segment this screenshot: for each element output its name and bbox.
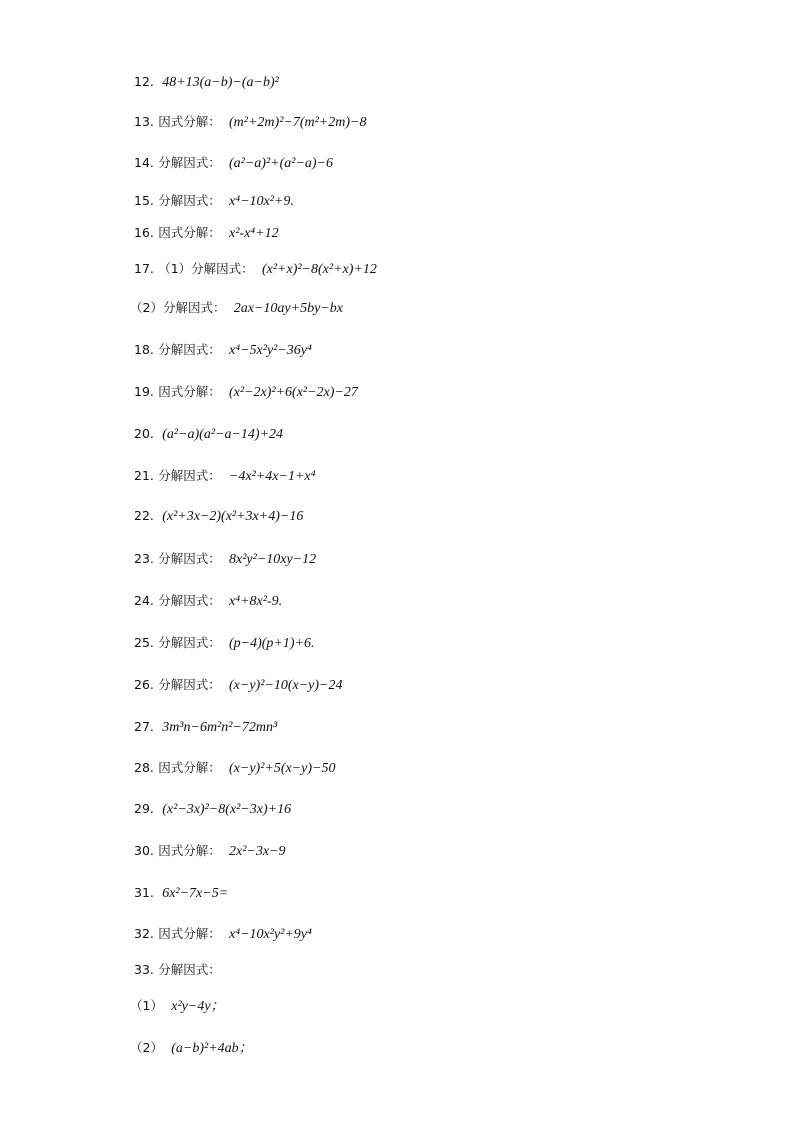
problem-instruction: 因式分解： xyxy=(158,760,221,775)
problem-expression: (a²−a)²+(a²−a)−6 xyxy=(229,156,334,171)
problem-number: 30. xyxy=(134,843,154,858)
problem-32 xyxy=(134,924,312,945)
problem-expression: −4x²+4x−1+x⁴ xyxy=(229,469,316,484)
problem-33-2 xyxy=(130,1038,253,1059)
problem-26 xyxy=(134,675,343,696)
problem-expression: x²y−4y； xyxy=(171,999,225,1014)
problem-number: 26. xyxy=(134,677,154,692)
problem-number: 19. xyxy=(134,384,154,399)
problem-instruction: 分解因式： xyxy=(158,635,221,650)
problem-expression: (a−b)²+4ab； xyxy=(171,1041,253,1056)
problem-14 xyxy=(134,153,333,174)
problem-number: 33. xyxy=(134,962,154,977)
problem-18 xyxy=(134,340,312,361)
problem-12 xyxy=(134,72,279,93)
problem-instruction: （1） xyxy=(130,998,163,1013)
problem-28 xyxy=(134,758,336,779)
problem-expression: (x²+x)²−8(x²+x)+12 xyxy=(261,262,377,277)
problem-23 xyxy=(134,549,316,570)
problem-expression: (a²−a)(a²−a−14)+24 xyxy=(162,427,284,442)
problem-number: 13. xyxy=(134,114,154,129)
problem-instruction: 分解因式： xyxy=(158,593,221,608)
problem-number: 12. xyxy=(134,74,154,89)
problem-expression: (m²+2m)²−7(m²+2m)−8 xyxy=(229,115,367,130)
problem-expression: 2ax−10ay+5by−bx xyxy=(233,301,343,316)
problem-instruction: 分解因式： xyxy=(158,193,221,208)
problem-expression: (x²−2x)²+6(x²−2x)−27 xyxy=(229,385,358,400)
problem-number: 27. xyxy=(134,719,154,734)
problem-instruction: （2） xyxy=(130,1040,163,1055)
problem-16 xyxy=(134,223,279,244)
problem-expression: x²-x⁴+12 xyxy=(229,226,279,241)
problem-expression: (x²−3x)²−8(x²−3x)+16 xyxy=(162,802,292,817)
problem-number: 14. xyxy=(134,155,154,170)
problem-expression: (p−4)(p+1)+6. xyxy=(229,636,315,651)
problem-22 xyxy=(134,506,303,527)
problem-number: 25. xyxy=(134,635,154,650)
problem-13 xyxy=(134,112,366,133)
problem-instruction: 分解因式： xyxy=(158,342,221,357)
problem-17-1 xyxy=(134,259,377,280)
problem-instruction: （2）分解因式： xyxy=(130,300,226,315)
problem-expression: x⁴−10x²+9. xyxy=(229,194,294,209)
problem-number: 23. xyxy=(134,551,154,566)
problem-number: 28. xyxy=(134,760,154,775)
problem-33-1 xyxy=(130,996,225,1017)
problem-number: 20. xyxy=(134,426,154,441)
problem-instruction: 分解因式： xyxy=(158,677,221,692)
problem-instruction: 分解因式： xyxy=(158,468,221,483)
problem-expression: 8x²y²−10xy−12 xyxy=(229,552,317,567)
problem-29 xyxy=(134,799,291,820)
problem-30 xyxy=(134,841,286,862)
problem-21 xyxy=(134,466,316,487)
problem-number: 31. xyxy=(134,885,154,900)
problem-expression: 3m³n−6m²n²−72mn³ xyxy=(162,720,278,735)
problem-24 xyxy=(134,591,282,612)
problem-instruction: 因式分解： xyxy=(158,843,221,858)
problem-number: 18. xyxy=(134,342,154,357)
problem-instruction: （1）分解因式： xyxy=(158,261,254,276)
problem-expression: x⁴+8x²-9. xyxy=(229,594,283,609)
problem-expression: (x²+3x−2)(x²+3x+4)−16 xyxy=(162,509,304,524)
problem-instruction: 因式分解： xyxy=(158,384,221,399)
problem-number: 32. xyxy=(134,926,154,941)
problem-expression: 6x²−7x−5= xyxy=(162,886,229,901)
problem-expression: (x−y)²−10(x−y)−24 xyxy=(229,678,343,693)
problem-expression: 48+13(a−b)−(a−b)² xyxy=(162,75,279,90)
problem-instruction: 分解因式： xyxy=(158,551,221,566)
problem-number: 22. xyxy=(134,508,154,523)
problem-instruction: 分解因式： xyxy=(158,962,221,977)
problem-17-2 xyxy=(130,298,343,319)
problem-number: 16. xyxy=(134,225,154,240)
problem-number: 24. xyxy=(134,593,154,608)
problem-expression: x⁴−10x²y²+9y⁴ xyxy=(229,927,312,942)
problem-15 xyxy=(134,191,294,212)
problem-number: 15. xyxy=(134,193,154,208)
problem-expression: (x−y)²+5(x−y)−50 xyxy=(229,761,336,776)
problem-31 xyxy=(134,883,228,904)
problem-19 xyxy=(134,382,358,403)
problem-20 xyxy=(134,424,283,445)
problem-25 xyxy=(134,633,315,654)
problem-number: 17. xyxy=(134,261,154,276)
problem-27 xyxy=(134,717,277,738)
problem-instruction: 分解因式： xyxy=(158,155,221,170)
problem-instruction: 因式分解： xyxy=(158,114,221,129)
problem-number: 29. xyxy=(134,801,154,816)
problem-instruction: 因式分解： xyxy=(158,926,221,941)
problem-instruction: 因式分解： xyxy=(158,225,221,240)
problem-number: 21. xyxy=(134,468,154,483)
problem-33 xyxy=(134,960,225,981)
problem-expression: x⁴−5x²y²−36y⁴ xyxy=(229,343,312,358)
problem-expression: 2x²−3x−9 xyxy=(229,844,286,859)
